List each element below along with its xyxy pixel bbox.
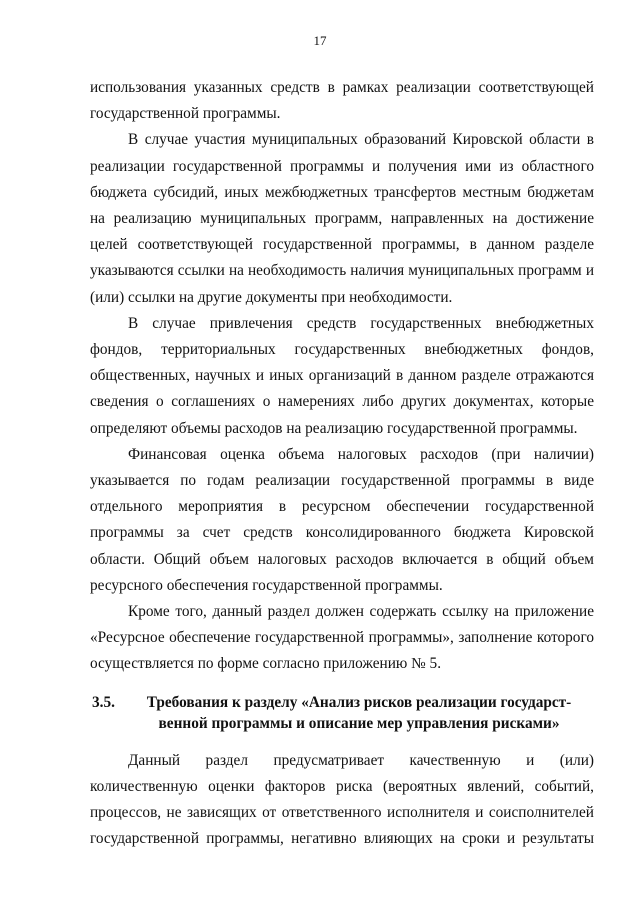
paragraph-2: В случае участия муниципальных образований Кировской области в реализации государственной программы и получения ими из областного бюджета субсидий, иных межбюджетных трансфертов местным бюджетам на реализацию муниципальных программ, направленных на достижение целей соответствующей государственной программы, в данном разделе указываются ссылки на необходимость наличия муниципальных программ и (или) ссылки на другие документы при необходимости. xyxy=(90,131,594,306)
section-title: Требования к разделу «Анализ рисков реализации государст-венной программы и описание мер управления рисками» xyxy=(146,693,572,732)
section-heading xyxy=(90,692,594,734)
paragraph-1: использования указанных средств в рамках реализации соответствующей государственной программы. xyxy=(90,79,594,123)
paragraph-4: Финансовая оценка объема налоговых расходов (при наличии) указывается по годам реализации государственной программы в виде отдельного мероприятия в ресурсном обеспечении государственной программы за счет средств консолидированного бюджета Кировской области. Общий объем налоговых расходов включается в общий объем ресурсного обеспечения государственной программы. xyxy=(90,445,594,594)
paragraph-5: Кроме того, данный раздел должен содержать ссылку на приложение «Ресурсное обеспечение государственной программы», заполнение которого осуществляется по форме согласно приложению № 5. xyxy=(90,603,594,673)
document-body xyxy=(90,75,594,852)
page-number: 17 xyxy=(313,33,327,48)
paragraph-3: В случае привлечения средств государственных внебюджетных фондов, территориальных государственных внебюджетных фондов, общественных, научных и иных организаций в данном разделе отражаются сведения о соглашениях о намерениях либо других документах, которые определяют объемы расходов на реализацию государственной программы. xyxy=(90,314,594,437)
section-number: 3.5. xyxy=(92,693,115,711)
paragraph-6: Данный раздел предусматривает качественную и (или) количественную оценки факторов риска (вероятных явлений, событий, процессов, не зависящих от ответственного исполнителя и соисполнителей государственной программы, негативно влияющих на сроки и результаты xyxy=(90,751,594,848)
